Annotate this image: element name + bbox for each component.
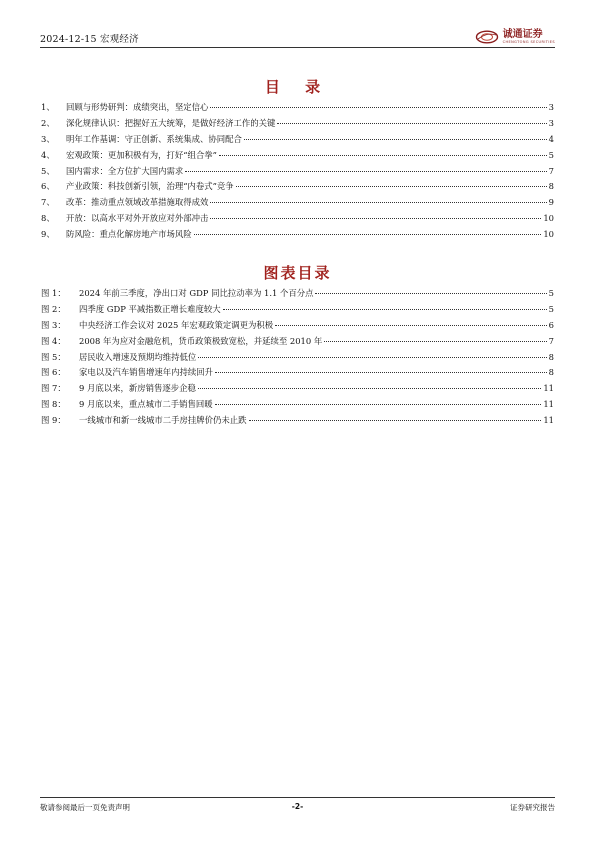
entry-number: 7、 — [41, 197, 55, 208]
entry-title: 防风险：重点化解房地产市场风险 — [66, 229, 192, 240]
figure-entry[interactable] — [41, 303, 554, 319]
entry-number: 8、 — [41, 213, 55, 224]
entry-title: 中央经济工作会议对 2025 年宏观政策定调更为积极 — [79, 319, 274, 330]
entry-number: 5、 — [41, 165, 55, 176]
entry-page-number: 5 — [548, 303, 554, 314]
entry-page-number: 11 — [543, 415, 554, 426]
figure-entry[interactable] — [41, 366, 554, 382]
entry-page-number: 4 — [548, 133, 554, 144]
toc-entry[interactable] — [41, 149, 554, 165]
entry-page-number: 5 — [548, 288, 554, 298]
entry-page-number: 5 — [548, 149, 554, 160]
dot-leader — [210, 202, 546, 203]
toc-list — [41, 101, 554, 244]
toc-entry[interactable] — [41, 117, 554, 133]
entry-number: 图 9： — [41, 415, 66, 426]
entry-number: 图 8： — [41, 399, 66, 410]
dot-leader — [249, 420, 542, 421]
entry-title: 开放：以高水平对外开放应对外部冲击 — [66, 213, 209, 224]
entry-title: 9 月底以来，重点城市二手销售回暖 — [79, 399, 213, 410]
entry-page-number: 10 — [543, 229, 554, 240]
toc-entry[interactable] — [41, 101, 554, 117]
figure-entry[interactable] — [41, 398, 554, 414]
toc-entry[interactable] — [41, 212, 554, 228]
toc-entry[interactable] — [41, 180, 554, 196]
dot-leader — [223, 309, 547, 310]
report-type: 证券研究报告 — [510, 803, 555, 812]
figure-entry[interactable] — [41, 351, 554, 367]
footer-divider — [40, 797, 555, 798]
entry-title: 一线城市和新一线城市二手房挂牌价仍未止跌 — [79, 415, 247, 426]
dot-leader — [275, 325, 547, 326]
figure-entry[interactable] — [41, 414, 554, 430]
figure-entry[interactable] — [41, 382, 554, 398]
entry-number: 3、 — [41, 133, 55, 144]
entry-title: 改革：推动重点领域改革措施取得成效 — [66, 197, 209, 208]
entry-title: 国内需求：全方位扩大国内需求 — [66, 165, 184, 176]
entry-page-number: 8 — [548, 367, 554, 378]
dot-leader — [324, 341, 546, 342]
figure-entry[interactable] — [41, 319, 554, 335]
entry-page-number: 9 — [548, 197, 554, 208]
company-logo — [475, 28, 555, 46]
dot-leader — [210, 218, 541, 219]
toc-entry[interactable] — [41, 165, 554, 181]
page-number: -2- — [291, 802, 304, 811]
toc-title: 目 录 — [264, 78, 331, 96]
figure-entry[interactable] — [41, 287, 554, 303]
entry-title: 深化规律认识：把握好五大统筹，是做好经济工作的关键 — [66, 117, 276, 128]
entry-title: 家电以及汽车销售增速年内持续回升 — [79, 367, 213, 378]
entry-title: 明年工作基调：守正创新、系统集成、协同配合 — [66, 133, 242, 144]
dot-leader — [236, 186, 547, 187]
entry-title: 产业政策：科技创新引领，治理“内卷式”竞争 — [66, 181, 234, 192]
entry-number: 图 4： — [41, 335, 66, 346]
page-footer — [40, 802, 555, 816]
toc-entry[interactable] — [41, 196, 554, 212]
dot-leader — [194, 234, 542, 235]
figures-list — [41, 287, 554, 430]
entry-page-number: 3 — [548, 117, 554, 128]
dot-leader — [315, 293, 546, 294]
entry-page-number: 7 — [548, 335, 554, 346]
figure-entry[interactable] — [41, 335, 554, 351]
entry-number: 图 5： — [41, 351, 66, 362]
entry-title: 2008 年为应对金融危机，货币政策极致宽松，并延续至 2010 年 — [79, 335, 323, 346]
entry-title: 宏观政策：更加积极有为，打好“组合拳” — [66, 149, 217, 160]
entry-number: 图 2： — [41, 303, 66, 314]
entry-title: 回顾与形势研判：成绩突出，坚定信心 — [66, 102, 209, 112]
entry-page-number: 11 — [543, 399, 554, 410]
dot-leader — [185, 171, 546, 172]
logo-name: 诚通证券 — [502, 28, 543, 40]
dot-leader — [210, 107, 546, 108]
entry-page-number: 7 — [548, 165, 554, 176]
entry-number: 图 1： — [41, 288, 66, 298]
entry-number: 4、 — [41, 149, 55, 160]
entry-page-number: 3 — [548, 102, 554, 112]
entry-number: 图 3： — [41, 319, 66, 330]
page-header — [40, 28, 555, 48]
entry-number: 图 6： — [41, 367, 66, 378]
entry-title: 9 月底以来，新房销售逐步企稳 — [79, 383, 196, 394]
header-divider — [40, 47, 555, 48]
toc-entry[interactable] — [41, 133, 554, 149]
entry-title: 2024 年前三季度，净出口对 GDP 同比拉动率为 1.1 个百分点 — [79, 288, 314, 298]
report-date-section: 2024-12-15 宏观经济 — [40, 34, 139, 45]
dot-leader — [244, 139, 547, 140]
entry-number: 图 7： — [41, 383, 66, 394]
dot-leader — [198, 357, 546, 358]
entry-number: 6、 — [41, 181, 55, 192]
entry-number: 1、 — [41, 102, 55, 112]
disclaimer-note: 敬请参阅最后一页免责声明 — [40, 803, 130, 812]
entry-page-number: 6 — [548, 319, 554, 330]
logo-subname: CHENGTONG SECURITIES — [502, 39, 555, 44]
entry-number: 2、 — [41, 117, 55, 128]
entry-page-number: 8 — [548, 181, 554, 192]
entry-page-number: 11 — [543, 383, 554, 394]
figures-title: 图表目录 — [263, 264, 332, 282]
entry-page-number: 8 — [548, 351, 554, 362]
entry-page-number: 10 — [543, 213, 554, 224]
entry-number: 9、 — [41, 229, 55, 240]
dot-leader — [198, 388, 541, 389]
entry-title: 居民收入增速及预期均维持低位 — [79, 351, 197, 362]
entry-title: 四季度 GDP 平减指数正增长难度较大 — [79, 303, 221, 314]
logo-emblem-icon — [475, 30, 499, 44]
dot-leader — [215, 404, 542, 405]
dot-leader — [219, 155, 547, 156]
dot-leader — [215, 372, 547, 373]
toc-entry[interactable] — [41, 228, 554, 244]
dot-leader — [277, 123, 546, 124]
